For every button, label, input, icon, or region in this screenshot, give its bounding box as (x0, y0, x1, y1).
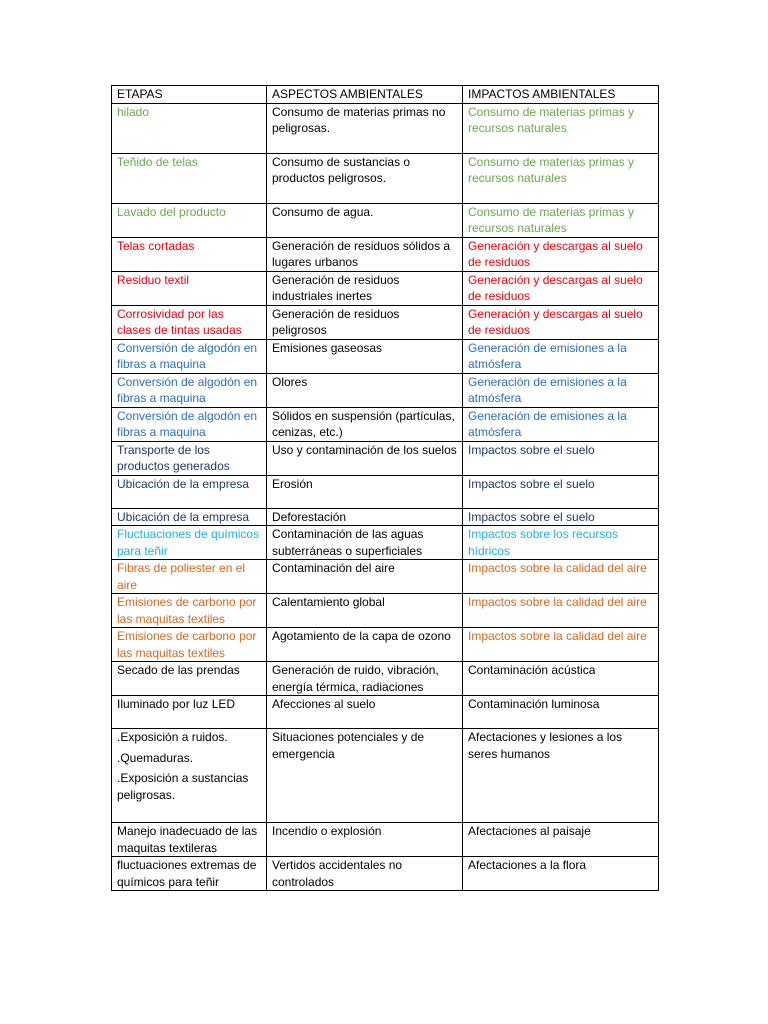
etapa-cell: Corrosividad por las clases de tintas usadas (112, 305, 267, 339)
aspecto-cell: Consumo de materias primas no peligrosas. (267, 103, 463, 153)
table-row (112, 475, 659, 508)
header-etapas: ETAPAS (112, 86, 267, 104)
impacto-cell: Impactos sobre el suelo (463, 441, 659, 475)
aspecto-cell: Contaminación del aire (267, 560, 463, 594)
etapa-line: .Quemaduras. (117, 750, 194, 765)
etapa-cell (112, 729, 267, 823)
etapa-cell: Teñido de telas (112, 153, 267, 203)
impacto-cell: Impactos sobre la calidad del aire (463, 594, 659, 628)
impacto-cell: Afectaciones a la flora (463, 857, 659, 891)
table-row (112, 203, 659, 237)
aspecto-cell: Erosión (267, 475, 463, 508)
aspecto-cell: Generación de ruido, vibración, energía térmica, radiaciones (267, 662, 463, 696)
impacto-cell: Impactos sobre los recursos hídricos (463, 526, 659, 560)
etapa-cell: Lavado del producto (112, 203, 267, 237)
table-row (112, 662, 659, 696)
etapa-line: .Exposición a ruidos. (117, 730, 228, 744)
table-row (112, 441, 659, 475)
aspecto-cell: Generación de residuos sólidos a lugares urbanos (267, 237, 463, 271)
table-row (112, 153, 659, 203)
impacto-cell: Generación y descargas al suelo de residuos (463, 237, 659, 271)
aspecto-cell: Agotamiento de la capa de ozono (267, 628, 463, 662)
aspecto-cell: Sólidos en suspensión (partículas, cenizas, etc.) (267, 407, 463, 441)
table-header-row (112, 86, 659, 104)
table-row (112, 407, 659, 441)
aspecto-cell: Deforestación (267, 508, 463, 526)
table-row (112, 628, 659, 662)
aspecto-cell: Afecciones al suelo (267, 696, 463, 729)
etapa-cell: Transporte de los productos generados (112, 441, 267, 475)
etapa-cell: Emisiones de carbono por las maquitas textiles (112, 594, 267, 628)
table-row (112, 594, 659, 628)
impacto-cell: Impactos sobre la calidad del aire (463, 628, 659, 662)
aspecto-cell: Olores (267, 373, 463, 407)
table-row (112, 237, 659, 271)
impacto-cell: Impactos sobre el suelo (463, 508, 659, 526)
etapa-cell: fluctuaciones extremas de químicos para teñir (112, 857, 267, 891)
table-row (112, 271, 659, 305)
environmental-aspects-table (111, 85, 659, 891)
etapa-cell: Iluminado por luz LED (112, 696, 267, 729)
impacto-cell: Generación de emisiones a la atmósfera (463, 373, 659, 407)
etapa-cell: Residuo textil (112, 271, 267, 305)
aspecto-cell: Uso y contaminación de los suelos (267, 441, 463, 475)
etapa-cell: Manejo inadecuado de las maquitas textileras (112, 823, 267, 857)
impacto-cell: Generación y descargas al suelo de residuos (463, 271, 659, 305)
impacto-cell: Consumo de materias primas y recursos naturales (463, 203, 659, 237)
table-row (112, 508, 659, 526)
header-aspectos: ASPECTOS AMBIENTALES (267, 86, 463, 104)
impacto-cell: Generación y descargas al suelo de residuos (463, 305, 659, 339)
etapa-line: .Exposición a sustancias peligrosas. (117, 771, 249, 802)
impacto-cell: Generación de emisiones a la atmósfera (463, 407, 659, 441)
header-impactos: IMPACTOS AMBIENTALES (463, 86, 659, 104)
etapa-cell: Ubicación de la empresa (112, 475, 267, 508)
etapa-cell: Emisiones de carbono por las maquitas textiles (112, 628, 267, 662)
etapa-cell: Conversión de algodón en fibras a maquina (112, 339, 267, 373)
etapa-cell: Conversión de algodón en fibras a maquina (112, 373, 267, 407)
aspecto-cell: Consumo de agua. (267, 203, 463, 237)
etapa-cell: hilado (112, 103, 267, 153)
impacto-cell: Consumo de materias primas y recursos naturales (463, 103, 659, 153)
etapa-cell: Conversión de algodón en fibras a maquina (112, 407, 267, 441)
aspecto-cell: Incendio o explosión (267, 823, 463, 857)
aspecto-cell: Calentamiento global (267, 594, 463, 628)
table-row (112, 305, 659, 339)
aspecto-cell: Emisiones gaseosas (267, 339, 463, 373)
table-row (112, 729, 659, 823)
impacto-cell: Afectaciones y lesiones a los seres humanos (463, 729, 659, 823)
aspecto-cell: Contaminación de las aguas subterráneas o superficiales (267, 526, 463, 560)
impacto-cell: Afectaciones al paisaje (463, 823, 659, 857)
etapa-cell: Telas cortadas (112, 237, 267, 271)
table-row (112, 823, 659, 857)
impacto-cell: Generación de emisiones a la atmósfera (463, 339, 659, 373)
aspecto-cell: Generación de residuos industriales inertes (267, 271, 463, 305)
table-row (112, 696, 659, 729)
table-row (112, 339, 659, 373)
table-row (112, 560, 659, 594)
table-row (112, 103, 659, 153)
table-row (112, 373, 659, 407)
aspecto-cell: Vertidos accidentales no controlados (267, 857, 463, 891)
table-row (112, 857, 659, 891)
impacto-cell: Impactos sobre el suelo (463, 475, 659, 508)
aspecto-cell: Consumo de sustancias o productos peligrosos. (267, 153, 463, 203)
impacto-cell: Impactos sobre la calidad del aire (463, 560, 659, 594)
aspecto-cell: Situaciones potenciales y de emergencia (267, 729, 463, 823)
aspecto-cell: Generación de residuos peligrosos (267, 305, 463, 339)
etapa-cell: Secado de las prendas (112, 662, 267, 696)
impacto-cell: Contaminación acústica (463, 662, 659, 696)
etapa-cell: Fluctuaciones de químicos para teñir (112, 526, 267, 560)
etapa-cell: Fibras de poliester en el aire (112, 560, 267, 594)
table-row (112, 526, 659, 560)
impacto-cell: Consumo de materias primas y recursos naturales (463, 153, 659, 203)
impacto-cell: Contaminación luminosa (463, 696, 659, 729)
etapa-cell: Ubicación de la empresa (112, 508, 267, 526)
